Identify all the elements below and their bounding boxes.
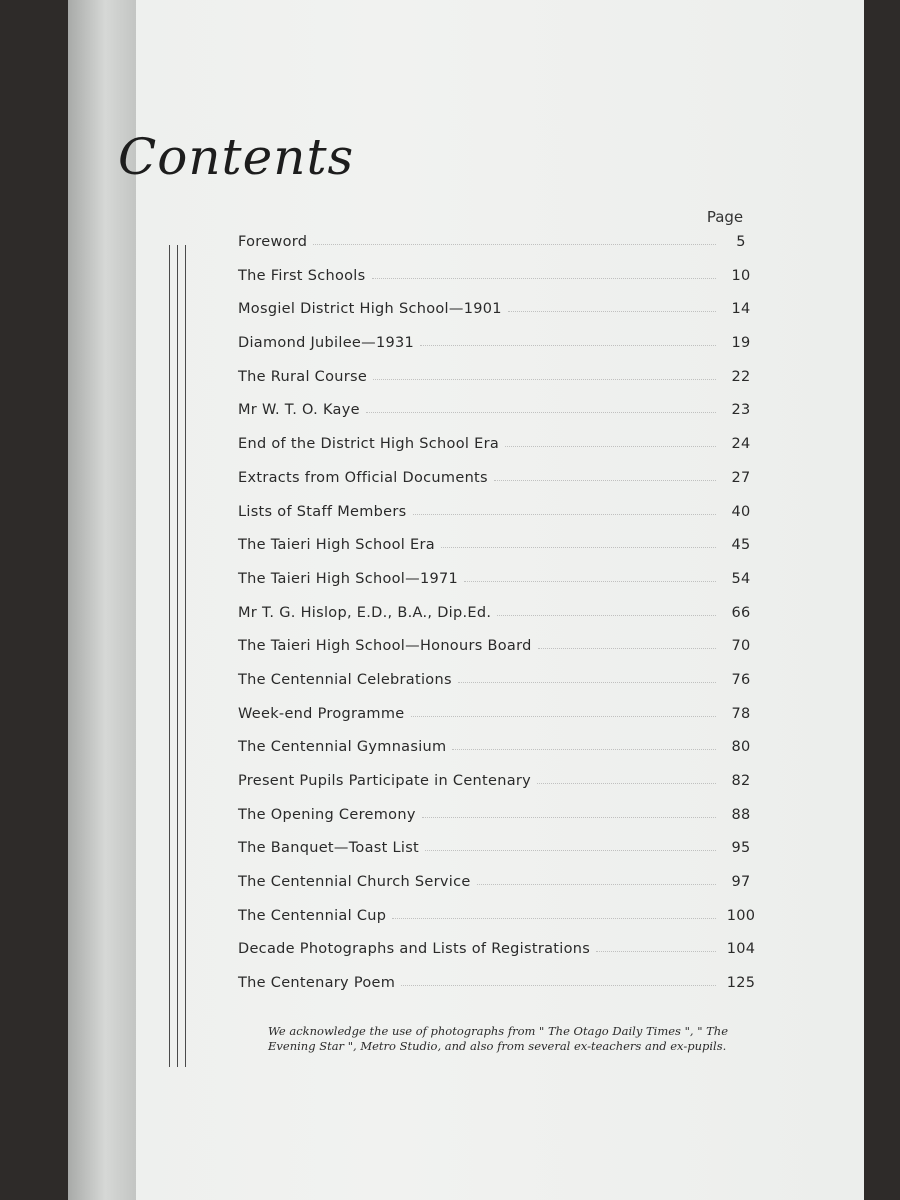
toc-entry: [238, 908, 758, 942]
dot-leader: [420, 344, 716, 346]
contents-list: [238, 234, 758, 1009]
toc-entry: [238, 773, 758, 807]
toc-entry-title: The Centenary Poem: [238, 975, 396, 992]
toc-entry-title: The Opening Ceremony: [238, 806, 416, 823]
dot-leader: [477, 883, 716, 885]
toc-entry-page: 95: [731, 840, 751, 857]
toc-entry: [238, 268, 758, 302]
toc-entry-page: 54: [731, 570, 751, 587]
toc-entry-page: 45: [731, 537, 751, 554]
toc-entry-page: 88: [731, 806, 751, 823]
dot-leader: [422, 816, 716, 818]
toc-entry-page: 22: [731, 368, 751, 385]
toc-entry: [238, 874, 758, 908]
toc-entry-page: 125: [726, 975, 756, 992]
toc-entry: [238, 537, 758, 571]
dot-leader: [505, 445, 716, 447]
dot-leader: [413, 513, 717, 515]
toc-entry-page: 14: [731, 301, 751, 318]
toc-entry-title: The Rural Course: [238, 368, 368, 385]
toc-entry-title: End of the District High School Era: [238, 436, 500, 453]
toc-entry-page: 40: [731, 503, 751, 520]
dot-leader: [313, 243, 716, 245]
dot-leader: [464, 580, 716, 582]
toc-entry-page: 82: [731, 773, 751, 789]
toc-entry-title: Mosgiel District High School—1901: [238, 301, 502, 318]
dot-leader: [537, 782, 716, 784]
toc-entry: [238, 470, 758, 504]
toc-entry-title: The Banquet—Toast List: [238, 840, 420, 857]
toc-entry: [238, 840, 758, 874]
toc-entry-page: 104: [726, 941, 756, 958]
toc-entry-title: Foreword: [238, 234, 308, 250]
toc-entry: [238, 739, 758, 773]
toc-entry-title: Week-end Programme: [238, 705, 405, 722]
toc-entry-page: 97: [731, 874, 751, 891]
toc-entry: [238, 706, 758, 740]
toc-entry-title: The Taieri High School—Honours Board: [238, 638, 532, 655]
vertical-rule: [177, 245, 178, 1067]
dot-leader: [392, 917, 716, 919]
toc-entry-page: 66: [731, 604, 751, 621]
dot-leader: [373, 378, 716, 380]
photo-acknowledgement: We acknowledge the use of photographs from " The Otago Daily Times ", " The Evening Star ", Metro Studio, and also from several ex-teachers and ex-pupils.: [268, 1024, 729, 1053]
toc-entry: [238, 402, 758, 436]
toc-entry-title: The Taieri High School—1971: [238, 570, 459, 587]
dot-leader: [372, 277, 717, 279]
toc-entry-page: 78: [731, 705, 751, 722]
toc-entry-page: 27: [731, 469, 751, 486]
contents-heading: Contents: [118, 128, 355, 186]
dot-leader: [494, 479, 716, 481]
dot-leader: [411, 715, 716, 717]
toc-entry-title: Present Pupils Participate in Centenary: [238, 773, 532, 789]
dot-leader: [366, 411, 716, 413]
dot-leader: [497, 614, 716, 616]
toc-entry-title: Diamond Jubilee—1931: [238, 335, 415, 352]
toc-entry-title: The Centennial Church Service: [238, 874, 471, 891]
vertical-rule: [185, 245, 186, 1067]
toc-entry-page: 76: [731, 671, 751, 688]
dot-leader: [458, 681, 716, 683]
dot-leader: [508, 310, 716, 312]
toc-entry-title: The Centennial Celebrations: [238, 671, 452, 688]
toc-entry-page: 80: [731, 739, 751, 756]
toc-entry: [238, 234, 758, 268]
toc-entry-page: 24: [731, 436, 751, 453]
toc-entry-title: Decade Photographs and Lists of Registrations: [238, 941, 591, 958]
toc-entry-title: The Centennial Gymnasium: [238, 739, 447, 756]
toc-entry-title: The First Schools: [238, 267, 366, 284]
toc-entry-title: Mr W. T. O. Kaye: [238, 402, 360, 419]
toc-entry: [238, 301, 758, 335]
toc-entry: [238, 605, 758, 639]
toc-entry: [238, 369, 758, 403]
toc-entry: [238, 335, 758, 369]
toc-entry: [238, 571, 758, 605]
dot-leader: [401, 984, 716, 986]
page-column-label: Page: [706, 208, 744, 226]
toc-entry-title: Extracts from Official Documents: [238, 469, 488, 486]
dot-leader: [425, 849, 716, 851]
toc-entry: [238, 672, 758, 706]
toc-entry-page: 19: [731, 335, 751, 352]
toc-entry-page: 10: [731, 267, 751, 284]
toc-entry: [238, 638, 758, 672]
toc-entry-title: Mr T. G. Hislop, E.D., B.A., Dip.Ed.: [238, 604, 492, 621]
toc-entry-title: Lists of Staff Members: [238, 503, 407, 520]
toc-entry: [238, 941, 758, 975]
toc-entry-title: The Taieri High School Era: [238, 537, 435, 554]
toc-entry-page: 70: [731, 638, 751, 655]
dot-leader: [596, 950, 716, 952]
vertical-rule: [169, 245, 170, 1067]
toc-entry-page: 23: [731, 402, 751, 419]
toc-entry: [238, 504, 758, 538]
toc-entry: [238, 807, 758, 841]
dot-leader: [452, 748, 716, 750]
toc-entry: [238, 436, 758, 470]
toc-entry-page: 100: [726, 907, 756, 924]
toc-entry-page: 5: [736, 234, 746, 250]
toc-entry-title: The Centennial Cup: [238, 907, 387, 924]
dot-leader: [441, 546, 716, 548]
dot-leader: [538, 647, 716, 649]
toc-entry: [238, 975, 758, 1009]
